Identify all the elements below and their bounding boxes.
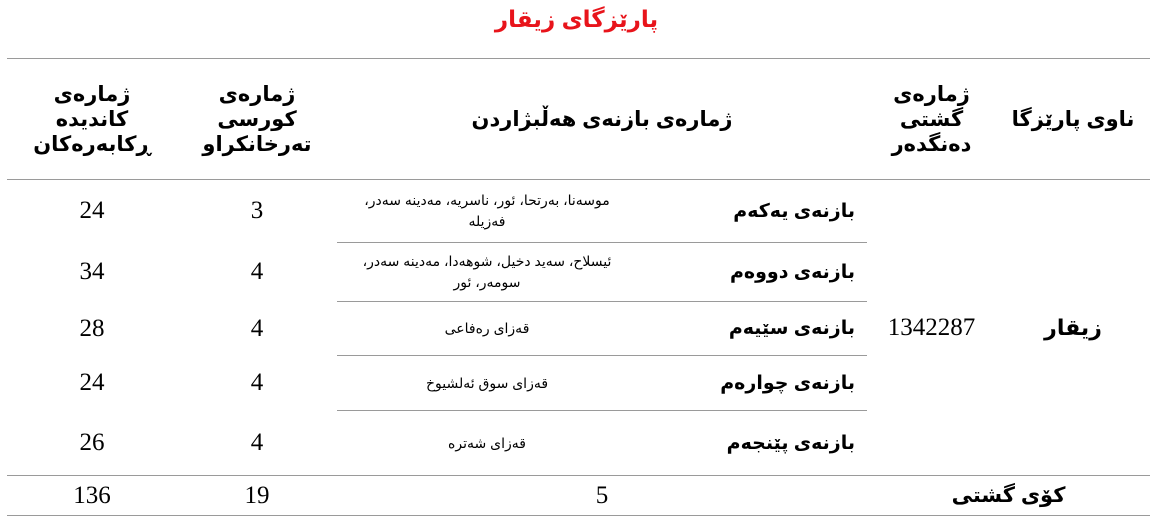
zone-areas: قەزای سوق ئەلشیوخ [337, 356, 701, 411]
zone-seats: 3 [250, 197, 264, 225]
total-label: کۆی گشتی [867, 476, 1150, 516]
zone-name: بازنەی چوارەم [701, 356, 867, 411]
zone-name: بازنەی پێنجەم [726, 432, 856, 454]
total-candidates: 136 [7, 476, 177, 516]
province-cell: زیقار [1044, 314, 1102, 340]
voters-cell: 1342287 [887, 313, 976, 341]
header-candidates: ژمارەی کاندیدە ڕکابەرەکان [7, 59, 177, 180]
zone-areas: قەزای رەفاعی [337, 302, 701, 356]
zone-candidates: 28 [79, 314, 105, 342]
header-province: ناوی پارێزگا [996, 59, 1150, 180]
total-zones: 5 [337, 476, 867, 516]
total-row [7, 476, 1150, 516]
zone-candidates: 34 [79, 258, 105, 285]
table-row [7, 180, 1150, 243]
zone-candidates: 26 [79, 428, 105, 456]
header-row [7, 59, 1150, 180]
zone-seats: 4 [250, 258, 264, 285]
header-zones: ژمارەی بازنەی هەڵبژاردن [337, 59, 867, 180]
zone-candidates: 24 [79, 197, 105, 225]
zone-candidates: 24 [79, 369, 105, 396]
zone-name: بازنەی یەکەم [701, 180, 867, 243]
total-seats: 19 [177, 476, 337, 516]
zone-seats: 4 [250, 369, 264, 396]
zone-name: بازنەی سێیەم [701, 302, 867, 356]
zone-areas: قەزای شەترە [448, 434, 526, 451]
header-voters: ژمارەی گشتی دەنگدەر [867, 59, 996, 180]
header-seats: ژمارەی کورسی تەرخانکراو [177, 59, 337, 180]
zones-table [7, 58, 1150, 516]
zone-areas: موسەنا، بەرتحا، ئور، ناسریە، مەدینە سەدر، فەزیلە [337, 180, 701, 243]
page-title: پارێزگای زیقار [494, 6, 659, 32]
zone-name: بازنەی دووەم [701, 243, 867, 302]
zone-seats: 4 [250, 428, 264, 456]
zone-areas: ئیسلاح، سەید دخیل، شوهەدا، مەدینە سەدر، سومەر، ئور [337, 243, 701, 302]
zone-seats: 4 [250, 314, 264, 342]
